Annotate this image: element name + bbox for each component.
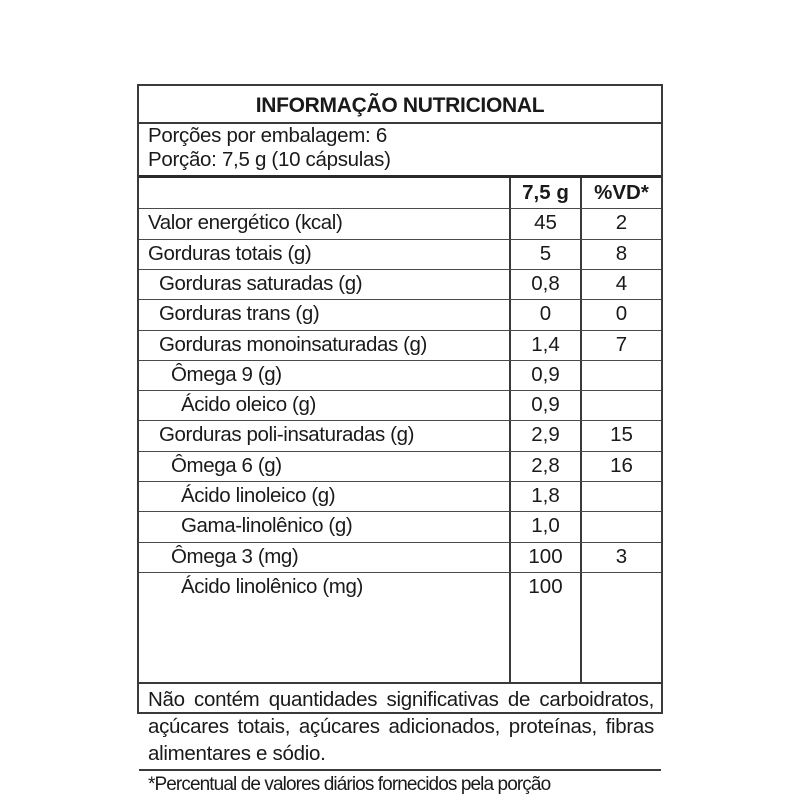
nutrient-quantity: 100: [528, 544, 563, 568]
nutrient-name: Gorduras saturadas (g): [159, 271, 363, 295]
nutrient-name: Ácido linoleico (g): [181, 484, 336, 507]
footnote-divider: [139, 769, 661, 771]
qty-column-header: 7,5 g: [522, 181, 569, 204]
nutrient-quantity: 5: [539, 241, 552, 265]
vd-column-header: %VD*: [594, 181, 649, 204]
nutrient-name: Ácido linolênico (mg): [181, 574, 363, 598]
nutrient-name: Gorduras poli-insaturadas (g): [159, 423, 415, 447]
footer-divider: [139, 682, 661, 684]
table-row: [139, 208, 661, 238]
table-row: [139, 360, 661, 390]
nutrient-quantity: 45: [534, 211, 557, 235]
table-row: [139, 481, 661, 511]
nutrient-quantity: 1,4: [531, 332, 560, 356]
table-row: [139, 511, 661, 541]
nutrient-name: Gorduras trans (g): [159, 302, 320, 326]
nutrient-daily-value: 4: [615, 271, 628, 295]
nutrient-daily-value: 15: [610, 423, 633, 447]
table-row: [139, 299, 661, 329]
not-significant-statement: Não contém quantidades significativas de carboidratos, açúcares totais, açúcares adicionados, proteínas, fibras alimentares e sódio.: [148, 688, 654, 765]
table-header-row: [139, 178, 661, 208]
nutrient-name: Ômega 9 (g): [171, 362, 282, 386]
table-row: [139, 330, 661, 360]
nutrient-daily-value: 3: [615, 544, 628, 568]
nutrition-facts-label: [137, 84, 663, 795]
table-row: [139, 269, 661, 299]
table-row: [139, 390, 661, 420]
nutrient-quantity: 1,0: [531, 514, 560, 538]
table-row: [139, 451, 661, 481]
nutrient-quantity: 0: [539, 302, 552, 326]
nutrient-daily-value: 7: [615, 332, 628, 356]
nutrient-daily-value: 2: [615, 211, 628, 235]
nutrient-quantity: 0,8: [531, 271, 560, 295]
table-row: [139, 572, 661, 602]
nutrient-name: Ácido oleico (g): [181, 393, 316, 417]
nutrient-name: Ômega 3 (mg): [171, 544, 299, 568]
table-row: [139, 542, 661, 572]
daily-value-footnote: *Percentual de valores diários fornecidos pela porção: [148, 774, 551, 795]
nutrient-name: Ômega 6 (g): [171, 453, 282, 477]
nutrient-quantity: 1,8: [531, 484, 560, 507]
nutrient-daily-value: 0: [615, 302, 628, 326]
servings-per-package: Porções por embalagem: 6: [148, 124, 387, 147]
table-row: [139, 239, 661, 269]
nutrient-daily-value: 16: [610, 453, 633, 477]
label-title: INFORMAÇÃO NUTRICIONAL: [255, 94, 545, 117]
nutrient-name: Gorduras totais (g): [148, 241, 312, 265]
nutrient-daily-value: 8: [615, 241, 628, 265]
nutrient-name: Gama-linolênico (g): [181, 514, 353, 538]
nutrient-quantity: 100: [528, 574, 563, 598]
nutrient-name: Valor energético (kcal): [148, 211, 343, 235]
nutrient-quantity: 2,8: [531, 453, 560, 477]
nutrient-name: Gorduras monoinsaturadas (g): [159, 332, 427, 356]
table-row: [139, 420, 661, 450]
serving-size: Porção: 7,5 g (10 cápsulas): [148, 148, 391, 171]
nutrient-quantity: 2,9: [531, 423, 560, 447]
nutrient-quantity: 0,9: [531, 393, 560, 417]
nutrient-quantity: 0,9: [531, 362, 560, 386]
